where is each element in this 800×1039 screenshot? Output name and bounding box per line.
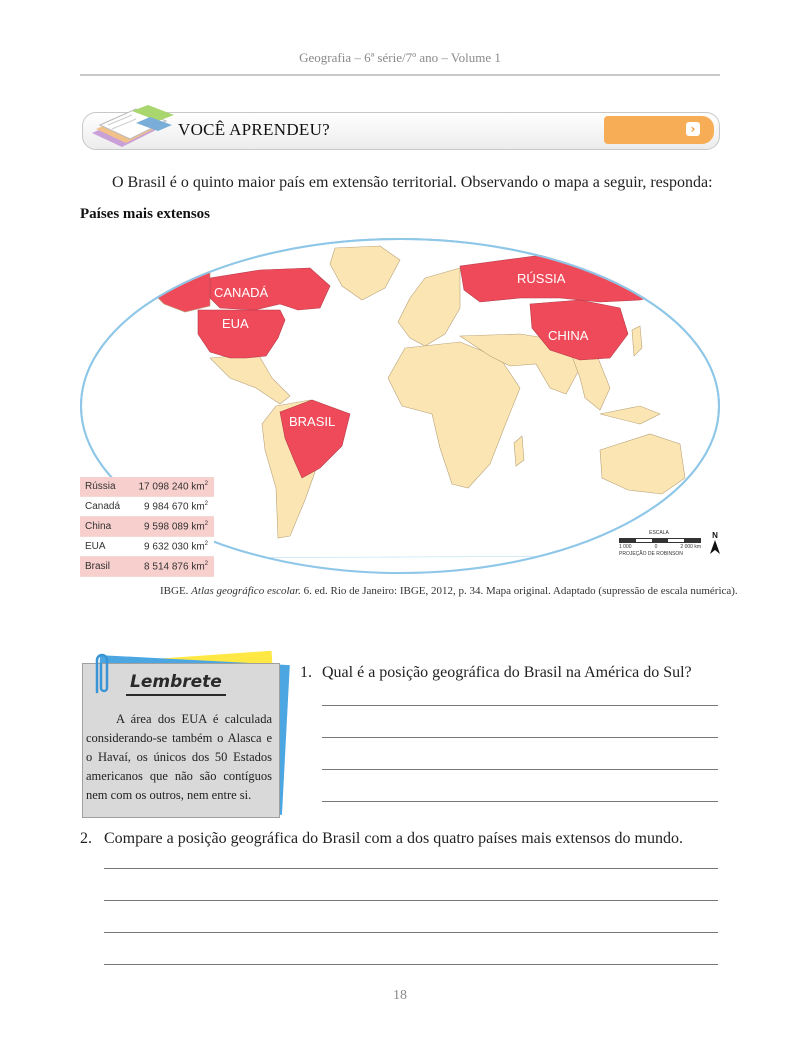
answer-line[interactable] (322, 769, 718, 770)
area-country: EUA (85, 541, 106, 552)
scale-label: ESCALA (649, 530, 669, 536)
label-eua: EUA (222, 316, 249, 331)
area-value: 9 984 670 $km^2$ (144, 500, 208, 513)
area-value: 8 514 876 $km^2$ (144, 560, 208, 573)
page-number: 18 (393, 988, 407, 1003)
answer-line[interactable] (322, 705, 718, 706)
scale-bar (619, 538, 701, 543)
map-source-caption: IBGE. Atlas geográfico escolar. 6. ed. Rio de Janeiro: IBGE, 2012, p. 34. Mapa original. Adaptado (supressão de escala numérica). (160, 585, 738, 597)
scale-tick: 0 (654, 544, 658, 550)
question-1-text: Qual é a posição geográfica do Brasil na América do Sul? (322, 664, 692, 681)
chevron-right-icon[interactable]: › (686, 122, 700, 136)
header-rule (80, 74, 720, 76)
map-title: Países mais extensos (80, 206, 210, 222)
note-title-underline (126, 694, 226, 696)
question-2-number: 2. (80, 830, 92, 847)
banner-title: VOCÊ APRENDEU? (178, 120, 331, 139)
intro-text: O Brasil é o quinto maior país em extensão territorial. Observando o mapa a seguir, responda: (112, 174, 713, 191)
map-scale (619, 530, 701, 557)
area-row (80, 537, 214, 557)
label-canada: CANADÁ (214, 285, 269, 300)
answer-line[interactable] (104, 868, 718, 869)
area-value: 9 598 089 $km^2$ (144, 520, 208, 533)
area-country: Canadá (85, 501, 121, 512)
question-1-number: 1. (300, 664, 312, 681)
projection-label: PROJEÇÃO DE ROBINSON (619, 551, 683, 557)
scale-tick: 2 000 km (680, 544, 701, 550)
answer-line[interactable] (104, 932, 718, 933)
area-value: 9 632 030 $km^2$ (144, 540, 208, 553)
area-table (80, 477, 214, 577)
svg-text:N: N (712, 531, 718, 540)
label-china: CHINA (548, 328, 589, 343)
books-icon (88, 103, 176, 153)
area-row (80, 477, 214, 497)
area-value: 17 098 240 $km^2$ (138, 480, 208, 493)
area-country: Rússia (85, 481, 116, 492)
paperclip-icon (90, 652, 112, 698)
north-arrow-icon (708, 530, 722, 556)
answer-line[interactable] (322, 801, 718, 802)
area-country: Brasil (85, 561, 111, 572)
label-brasil: BRASIL (289, 414, 336, 429)
label-russia: RÚSSIA (517, 271, 566, 286)
note-text: A área dos EUA é calculada considerando-se também o Alasca e o Havaí, os únicos dos 50 Estados americanos que não são contíguos nem com os outros, nem entre si. (86, 712, 272, 802)
area-country: China (85, 521, 112, 532)
answer-line[interactable] (104, 964, 718, 965)
area-row (80, 497, 214, 517)
running-header: Geografia – 6ª série/7º ano – Volume 1 (299, 50, 501, 65)
new-zealand-shape (688, 490, 698, 512)
answer-line[interactable] (322, 737, 718, 738)
area-row (80, 517, 214, 537)
note-title: Lembrete (130, 672, 222, 692)
area-row (80, 557, 214, 577)
question-2-text: Compare a posição geográfica do Brasil com a dos quatro países mais extensos do mundo. (104, 830, 683, 847)
answer-line[interactable] (104, 900, 718, 901)
scale-tick: 1 000 (619, 544, 632, 550)
